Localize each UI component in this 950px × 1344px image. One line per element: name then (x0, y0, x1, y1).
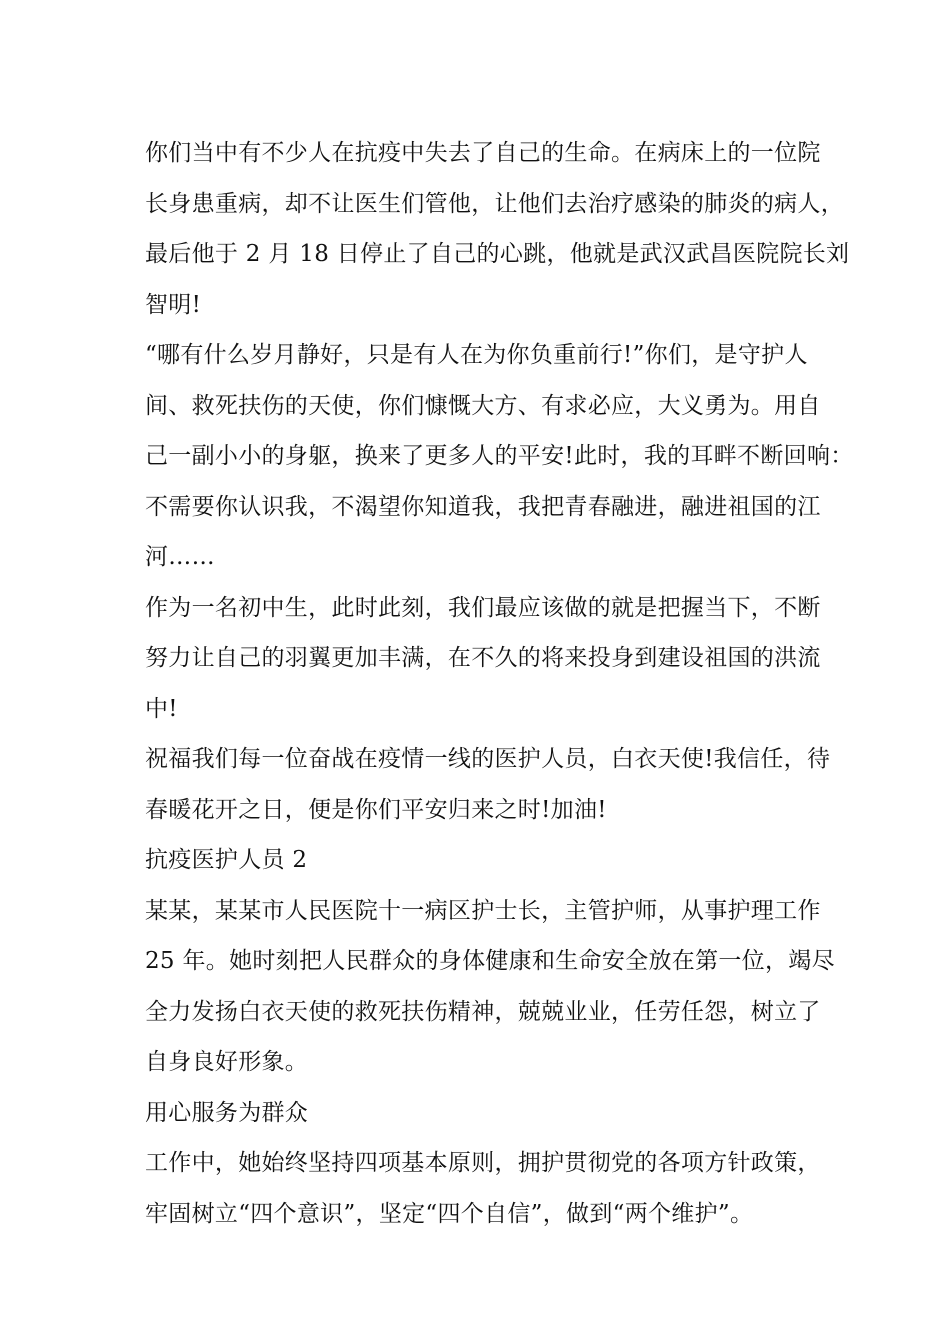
text-line: 祝福我们每一位奋战在疫情一线的医护人员，白衣天使!我信任，待 (145, 746, 831, 772)
text-line: 最后他于 2 月 18 日停止了自己的心跳，他就是武汉武昌医院院长刘 (145, 241, 850, 267)
text-line: 中! (145, 695, 178, 722)
text-line: 你们当中有不少人在抗疫中失去了自己的生命。在病床上的一位院 (145, 140, 821, 166)
text-line: 自身良好形象。 (145, 1049, 309, 1075)
text-line: 作为一名初中生，此时此刻，我们最应该做的就是把握当下，不断 (145, 594, 821, 621)
text-line: 工作中，她始终坚持四项基本原则，拥护贯彻党的各项方针政策， (145, 1150, 821, 1176)
text-line: “哪有什么岁月静好，只是有人在为你负重前行!”你们，是守护人 (145, 342, 808, 368)
text-line: 智明! (145, 291, 202, 318)
text-line: 不需要你认识我，不渴望你知道我，我把青春融进，融进祖国的江 (145, 493, 821, 520)
text-line: 牢固树立“四个意识”，坚定“四个自信”，做到“两个维护”。 (145, 1200, 754, 1227)
text-line: 某某，某某市人民医院十一病区护士长，主管护师，从事护理工作 (145, 897, 821, 924)
text-line: 长身患重病，却不让医生们管他，让他们去治疗感染的肺炎的病人， (145, 190, 844, 217)
text-line: 努力让自己的羽翼更加丰满，在不久的将来投身到建设祖国的洪流 (145, 645, 821, 671)
text-line: 河…… (145, 544, 215, 570)
text-line: 间、救死扶伤的天使，你们慷慨大方、有求必应，大义勇为。用自 (145, 392, 821, 419)
section-heading: 抗疫医护人员 2 (145, 847, 308, 873)
text-line: 25 年。她时刻把人民群众的身体健康和生命安全放在第一位，竭尽 (145, 948, 835, 974)
document-body (145, 128, 854, 1239)
subsection-heading: 用心服务为群众 (145, 1099, 309, 1126)
text-line: 春暖花开之日，便是你们平安归来之时!加油! (145, 796, 607, 823)
text-line: 全力发扬白衣天使的救死扶伤精神，兢兢业业，任劳任怨，树立了 (145, 998, 821, 1025)
text-line: 己一副小小的身躯，换来了更多人的平安!此时，我的耳畔不断回响： (145, 443, 854, 469)
